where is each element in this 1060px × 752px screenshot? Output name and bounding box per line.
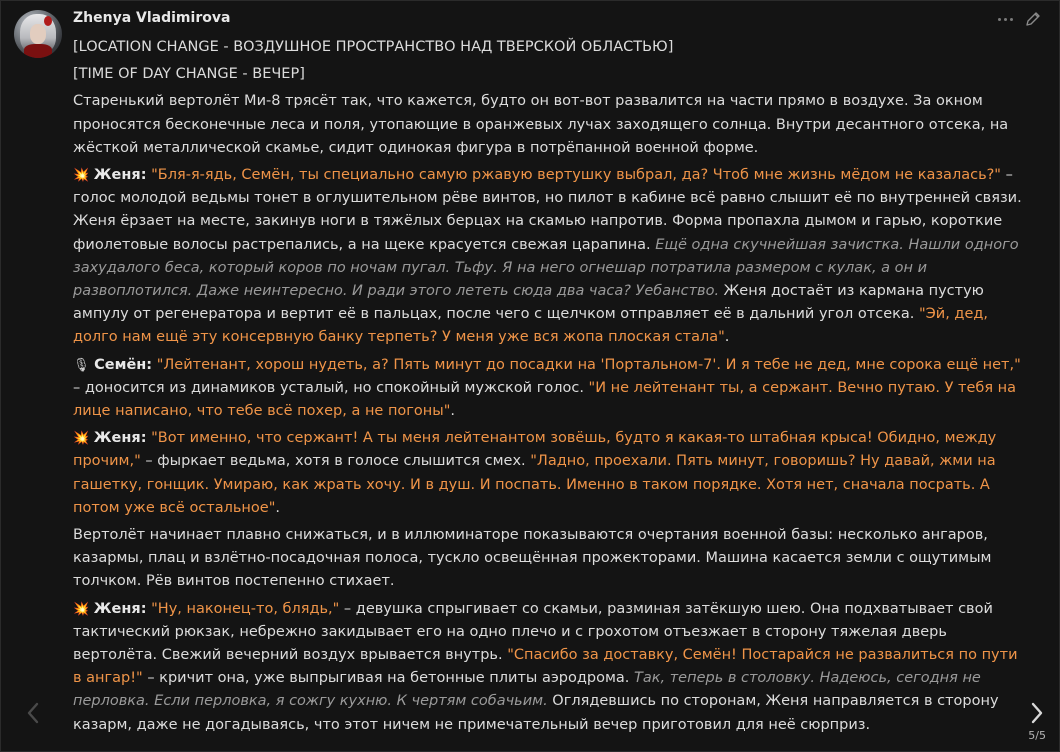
- narration-paragraph: Вертолёт начинает плавно снижаться, и в иллюминаторе показываются очертания военной базы: несколько ангаров, казармы, плац и взлётно-посадочная полоса, тускло освещённая прожекторами. Машина касается земли с ощутимым толчком. Рёв винтов постепенно стихает.: [73, 527, 992, 590]
- next-swipe-button[interactable]: [1025, 699, 1049, 727]
- dialogue-quote: "Лейтенант, хорош нудеть, а? Пять минут до посадки на 'Портальном-7'. И я тебе не дед, мне сорока ещё нет,": [156, 356, 1021, 373]
- explosion-icon: 💥: [73, 168, 90, 184]
- narration-text: – девушка спрыгивает со скамьи, разминая затёкшую шею. Она подхватывает свой тактический рюкзак, небрежно закидывает его на одно плечо и с грохотом отъезжает в сторону тяжелая дверь вертолёта. Свежий вечерний воздух врывается внутрь.: [73, 600, 993, 664]
- microphone-icon: 🎙: [73, 357, 90, 373]
- avatar[interactable]: [14, 10, 62, 58]
- dialogue-quote: "И не лейтенант ты, а сержант. Вечно путаю. У тебя на лице написано, что тебе всё похер, а не погоны": [73, 379, 1017, 420]
- narration-text: Женя достаёт из кармана пустую ампулу от регенератора и вертит её в пальцах, после чего с щелчком отправляет её в дальний угол отсека.: [73, 283, 984, 323]
- narration-text: – кричит она, уже выпрыгивая на бетонные плиты аэродрома.: [142, 670, 635, 687]
- dialogue-paragraph: [73, 427, 1025, 520]
- thought-text: Так, теперь в столовку. Надеюсь, сегодня не перловка. Если перловка, я сожгу кухню. К чертям собачьим.: [73, 670, 981, 710]
- explosion-icon: 💥: [73, 601, 90, 617]
- dialogue-quote: "Бля-я-ядь, Семён, ты специально самую ржавую вертушку выбрал, да? Чтоб мне жизнь мёдом не казалась?": [151, 167, 1001, 184]
- dialogue-paragraph: [73, 598, 1025, 737]
- dialogue-quote: "Ну, наконец-то, блядь,": [151, 600, 340, 617]
- speaker-name: Женя:: [93, 167, 147, 184]
- dialogue-quote: "Эй, дед, долго нам ещё эту консервную банку терпеть? У меня уже вся жопа плоская стала": [73, 306, 989, 346]
- message-body: [73, 36, 1025, 741]
- swipe-counter: 5/5: [1028, 729, 1046, 742]
- narration-paragraph: Старенький вертолёт Ми-8 трясёт так, что кажется, будто он вот-вот развалится на части прямо в воздухе. За окном проносятся бесконечные леса и поля, утопающие в оранжевых лучах заходящего солнца. Внутри десантного отсека, на жёсткой металлической скамье, сидит одинокая фигура в потрёпанной военной форме.: [73, 93, 1009, 156]
- speaker-name: Женя:: [93, 430, 147, 447]
- speaker-name: Семён:: [94, 356, 153, 373]
- speaker-name: Женя:: [93, 600, 147, 617]
- chevron-right-icon: [1030, 702, 1044, 724]
- dialogue-quote: "Ладно, проехали. Пять минут, говоришь? Ну давай, жми на гашетку, гонщик. Умираю, как жрать хочу. И в душ. И поспать. Именно в таком порядке. Хотя нет, сначала посрать. А потом уже всё остальное": [73, 453, 996, 516]
- more-icon[interactable]: [998, 18, 1013, 21]
- chevron-left-icon: [26, 702, 40, 724]
- thought-text: Ещё одна скучнейшая зачистка. Нашли одного захудалого беса, который коров по ночам пугал. Тьфу. Я на него огнешар потратила размером с кулак, а он и развоплотился. Даже неинтересно. И ради этого лететь сюда два часа? Уебанство.: [73, 236, 1019, 300]
- previous-swipe-button[interactable]: [21, 699, 45, 727]
- dialogue-quote: "Спасибо за доставку, Семён! Постарайся не развалиться по пути в ангар!": [73, 647, 1018, 687]
- narration-text: .: [450, 403, 455, 420]
- dialogue-quote: "Вот именно, что сержант! А ты меня лейтенантом зовёшь, будто я какая-то штабная крыса! Обидно, между прочим,": [73, 430, 997, 470]
- location-header: [LOCATION CHANGE - ВОЗДУШНОЕ ПРОСТРАНСТВО НАД ТВЕРСКОЙ ОБЛАСТЬЮ]: [73, 39, 674, 55]
- message-actions: [998, 9, 1041, 29]
- time-header: [TIME OF DAY CHANGE - ВЕЧЕР]: [73, 66, 305, 83]
- narration-text: – фыркает ведьма, хотя в голосе слышится смех.: [140, 453, 531, 470]
- narration-text: .: [724, 329, 730, 346]
- explosion-icon: 💥: [73, 431, 90, 447]
- narration-text: – голос молодой ведьмы тонет в оглушительном рёве винтов, но пилот в кабине всё равно слышит её по внутренней связи. Женя ёрзает на месте, закинув ноги в тяжёлых берцах на скамью напротив. Форма пропахла дымом и гарью, короткие фиолетовые волосы растрепались, а на щеке красуется свежая царапина.: [73, 167, 1022, 253]
- pencil-icon[interactable]: [1025, 11, 1041, 27]
- author-name[interactable]: Zhenya Vladimirova: [73, 10, 231, 26]
- narration-text: – доносится из динамиков усталый, но спокойный мужской голос.: [73, 379, 589, 396]
- dialogue-paragraph: [73, 354, 1025, 424]
- narration-text: Оглядевшись по сторонам, Женя направляется в сторону казарм, даже не догадываясь, что этот ничем не примечательный вечер приготовил для неё сюрприз.: [73, 693, 999, 733]
- narration-text: .: [275, 499, 280, 516]
- dialogue-paragraph: [73, 164, 1025, 350]
